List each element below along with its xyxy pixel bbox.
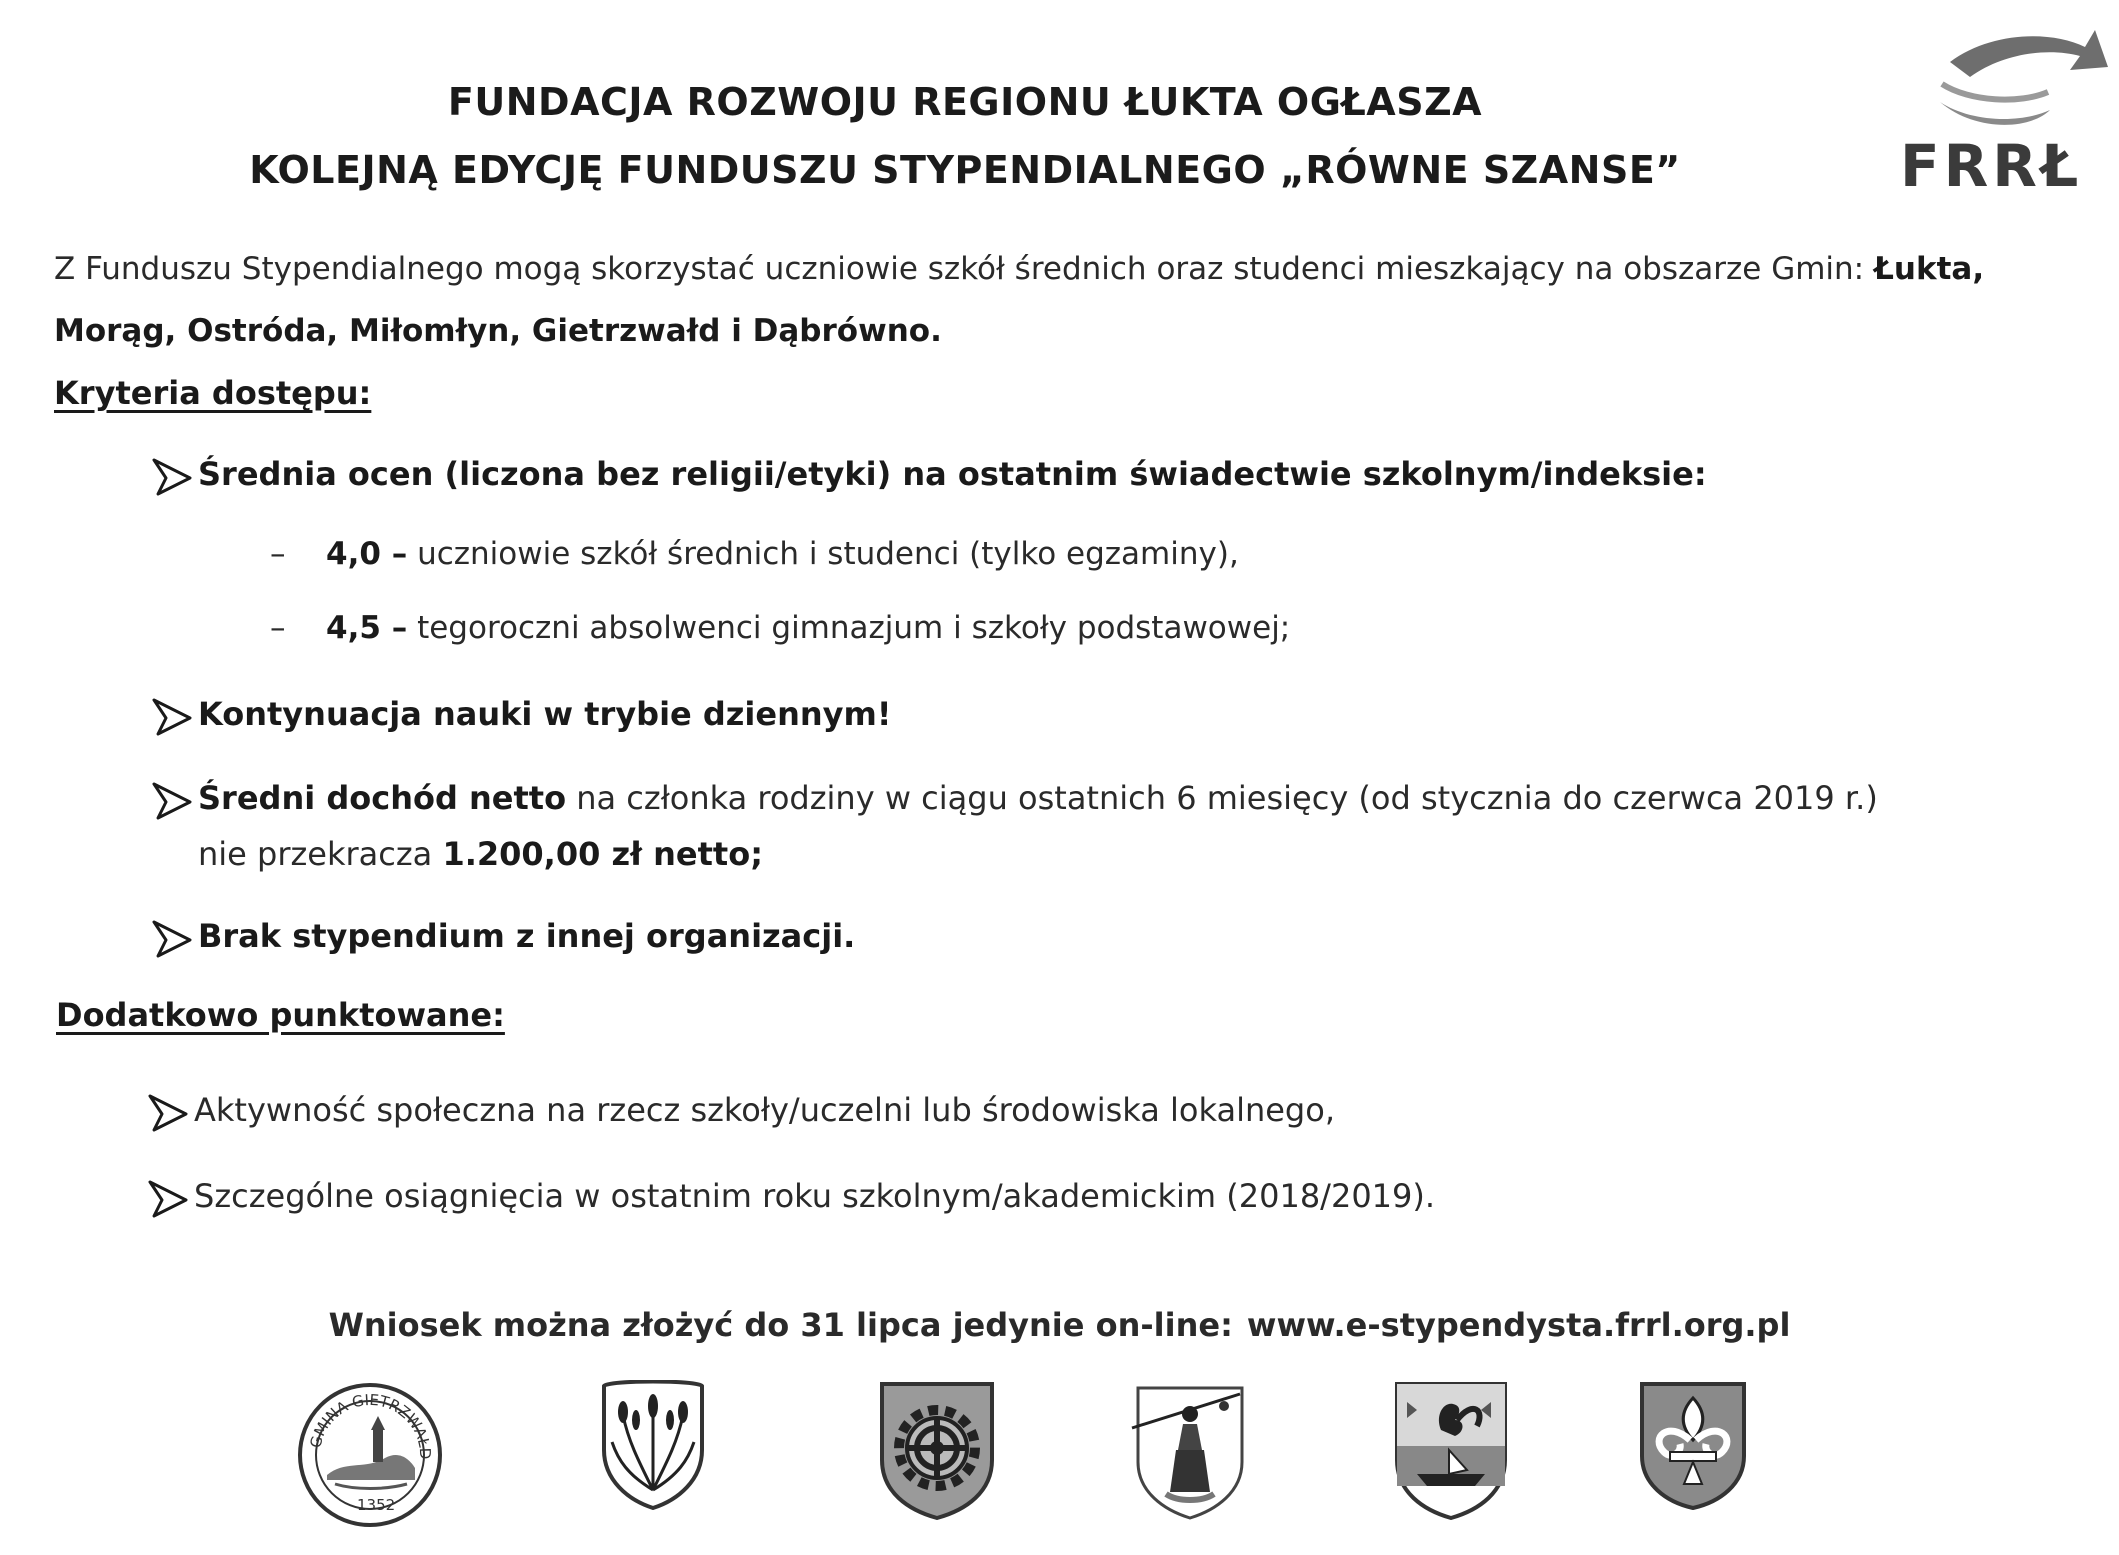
arrow-bullet-icon — [152, 456, 192, 496]
arrow-bullet-icon — [152, 780, 192, 820]
gietrzwald-seal-icon — [295, 1380, 435, 1530]
dochod-text: na członka rodziny w ciągu ostatnich 6 miesięcy (od stycznia do czerwca 2019 r.) — [566, 779, 1878, 817]
squirrel-boat-crest-icon — [1393, 1380, 1523, 1530]
arrow-bullet-icon — [148, 1178, 188, 1218]
fleur-de-lis-crest-icon — [1638, 1380, 1768, 1530]
seal-text: GMINA GIETRZWAŁD — [306, 1390, 435, 1460]
footer-text: Wniosek można złożyć do 31 lipca jedynie on-line: — [328, 1306, 1233, 1344]
footer-note — [0, 1306, 2119, 1344]
grade-item — [270, 610, 1290, 646]
bullet-aktywnosc — [148, 1082, 1335, 1138]
logo-text: FRRŁ — [1900, 132, 2083, 200]
bullet-kontynuacja — [152, 686, 891, 742]
kryteria-heading: Kryteria dostępu: — [54, 374, 372, 412]
dash-icon: – — [270, 610, 286, 646]
dochod-amount: 1.200,00 zł netto; — [442, 835, 763, 873]
intro-paragraph — [54, 238, 2064, 362]
dochod-bold: Średni dochód netto — [198, 779, 567, 817]
page-title-line2: KOLEJNĄ EDYCJĘ FUNDUSZU STYPENDIALNEGO „RÓWNE SZANSE” — [249, 148, 1681, 192]
seal-year: 1352 — [357, 1496, 396, 1514]
bullet-dochod — [152, 770, 1878, 882]
grade-item — [270, 536, 1239, 572]
gear-wheel-crest-icon — [878, 1380, 1008, 1530]
dodatkowo-heading: Dodatkowo punktowane: — [56, 996, 505, 1034]
brak-text: Brak stypendium z innej organizacji. — [198, 917, 856, 955]
dash-icon: – — [270, 536, 286, 572]
frrl-logo-swoosh-icon — [1880, 22, 2110, 132]
frrl-logo — [1880, 22, 2110, 200]
dochod-line2: nie przekracza — [198, 835, 443, 873]
intro-text: Z Funduszu Stypendialnego mogą skorzystać uczniowie szkół średnich oraz studenci mieszkający na obszarze Gmin: — [54, 251, 1874, 287]
page-title-line1: FUNDACJA ROZWOJU REGIONU ŁUKTA OGŁASZA — [447, 80, 1483, 124]
kontynuacja-text: Kontynuacja nauki w trybie dziennym! — [198, 695, 892, 733]
arrow-bullet-icon — [152, 918, 192, 958]
bullet-osiagniecia — [148, 1168, 1435, 1224]
aktywnosc-text: Aktywność społeczna na rzecz szkoły/uczelni lub środowiska lokalnego, — [194, 1091, 1335, 1129]
arrow-bullet-icon — [152, 696, 192, 736]
arrow-bullet-icon — [148, 1092, 188, 1132]
intro-communes: Łukta, Morąg, Ostróda, Miłomłyn, Gietrzwałd i Dąbrówno. — [54, 251, 1985, 349]
osiagniecia-text: Szczególne osiągnięcia w ostatnim roku szkolnym/akademickim (2018/2019). — [194, 1177, 1436, 1215]
figure-crest-icon — [1128, 1380, 1258, 1530]
reeds-crest-icon — [598, 1380, 728, 1530]
grade-text: uczniowie szkół średnich i studenci (tylko egzaminy), — [407, 536, 1239, 572]
bullet-brak — [152, 908, 855, 964]
bullet-srednia — [152, 446, 1707, 502]
srednia-text: Średnia ocen (liczona bez religii/etyki) na ostatnim świadectwie szkolnym/indeksie: — [198, 455, 1707, 493]
grade-text: tegoroczni absolwenci gimnazjum i szkoły podstawowej; — [407, 610, 1291, 646]
grade-value: 4,0 – — [326, 536, 408, 572]
grade-value: 4,5 – — [326, 610, 408, 646]
footer-url-link[interactable]: www.e-stypendysta.frrl.org.pl — [1246, 1306, 1791, 1344]
